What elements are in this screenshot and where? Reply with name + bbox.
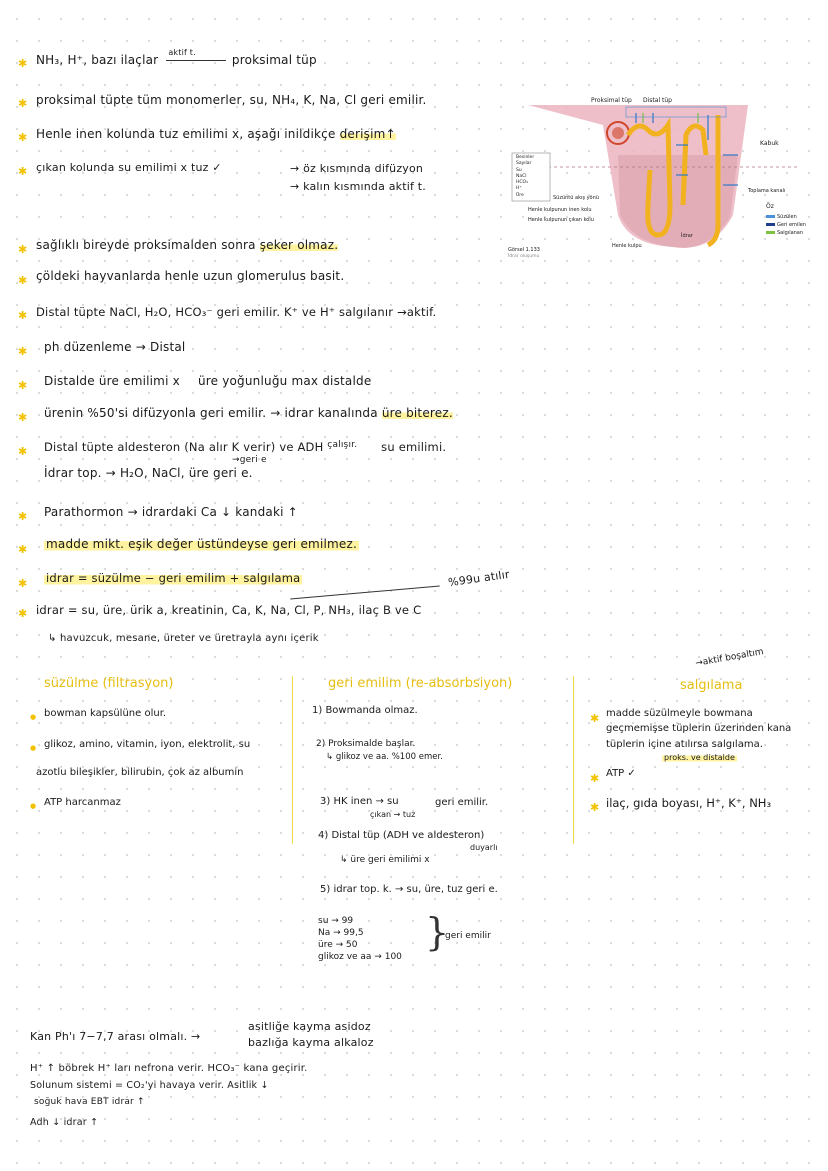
diagram-label: Distal tüp — [643, 97, 672, 104]
note-line: çıkan kolunda su emilimi x tuz ✓ — [36, 161, 222, 174]
bullet: ✱ — [18, 57, 28, 70]
column-item: 4) Distal tüp (ADH ve aldesteron) — [318, 830, 485, 841]
note-line: → öz kısmında difüzyon — [290, 162, 424, 175]
legend-label: Salgılanan — [777, 230, 804, 236]
arrow-label: aktif t. — [168, 48, 196, 57]
bullet: ● — [30, 802, 37, 810]
note-text: sağlıklı bireyde proksimalden sonra — [36, 238, 256, 252]
column-item: 3) HK inen → su — [320, 796, 399, 807]
column-title: salgılama — [680, 678, 743, 693]
bullet: ✱ — [18, 379, 28, 392]
note-line: İdrar top. → H₂O, NaCl, üre geri e. — [44, 466, 253, 480]
bullet: ✱ — [18, 131, 28, 144]
box-item: Sayılar — [516, 161, 532, 167]
column-item: proks. ve distalde — [664, 753, 735, 762]
bullet: ✱ — [18, 607, 28, 620]
column-item: ↳ glikoz ve aa. %100 emer. — [326, 752, 443, 762]
legend-label: Geri emilen — [777, 222, 806, 228]
note-line: proksimal tüpte tüm monomerler, su, NH₄, K, Na, Cl geri emilir. — [36, 93, 427, 107]
note-line: Kan Ph'ı 7−7,7 arası olmalı. → — [30, 1030, 201, 1043]
value-item: üre → 50 — [318, 940, 358, 950]
bullet: ✱ — [590, 801, 600, 814]
bullet: ● — [30, 713, 37, 721]
highlighted-text: şeker olmaz. — [259, 238, 339, 252]
column-note: →aktif boşaltım — [694, 647, 765, 669]
box-item: Üre — [516, 192, 524, 198]
note-line: bazlığa kayma alkaloz — [248, 1036, 374, 1049]
legend-swatch — [766, 215, 775, 218]
column-title: geri emilim (re-absorbsiyon) — [328, 676, 513, 691]
diagram-label: Proksimal tüp — [591, 97, 632, 104]
note-line: →geri e — [232, 455, 267, 465]
note-text: Distalde üre emilimi x — [44, 374, 180, 388]
bullet: ✱ — [18, 97, 28, 110]
note-line: Parathormon → idrardaki Ca ↓ kandaki ↑ — [44, 505, 298, 519]
bullet: ✱ — [18, 445, 28, 458]
diagram-label: Henle kulpu — [612, 243, 642, 249]
note-line: Distal tüpte NaCl, H₂O, HCO₃⁻ geri emilir. K⁺ ve H⁺ salgılanır →aktif. — [36, 305, 437, 319]
bullet: ✱ — [18, 274, 28, 287]
diagram-box-list — [516, 155, 534, 199]
diagram-caption: Görsel 1.133 — [508, 247, 540, 253]
note-text: Distal tüpte aldesteron (Na alır K verir) ve ADH — [44, 440, 324, 454]
column-item: ilaç, gıda boyası, H⁺, K⁺, NH₃ — [606, 796, 772, 810]
note-line: idrar = süzülme − geri emilim + salgılama — [46, 571, 301, 585]
note-text: su emilimi. — [381, 440, 447, 454]
nephron-diagram — [508, 95, 808, 265]
bullet: ✱ — [18, 309, 28, 322]
column-item: tüplerin içine atılırsa salgılama. — [606, 739, 763, 750]
note-line: Solunum sistemi = CO₂'yi havaya verir. Asitlik ↓ — [30, 1080, 269, 1091]
column-divider — [292, 676, 293, 844]
bullet: ✱ — [18, 543, 28, 556]
diagram-label: Kabuk — [760, 140, 779, 147]
bullet: ● — [30, 744, 37, 752]
note-line: → kalın kısmında aktif t. — [290, 180, 426, 193]
nephron-diagram-svg — [508, 95, 808, 265]
column-item: geri emilir. — [435, 797, 489, 808]
note-line — [36, 238, 338, 252]
note-line: H⁺ ↑ böbrek H⁺ ları nefrona verir. HCO₃⁻ kana geçirir. — [30, 1063, 308, 1074]
box-item: Besinler — [516, 155, 535, 160]
column-item: ATP ✓ — [606, 768, 636, 779]
bullet: ✱ — [590, 712, 600, 725]
note-line: çöldeki hayvanlarda henle uzun glomerulus basit. — [36, 269, 345, 283]
box-item: HCO₃ — [516, 180, 528, 186]
bullet: ✱ — [590, 772, 600, 785]
note-text: ürenin %50'si difüzyonla geri emilir. → idrar kanalında — [44, 406, 378, 420]
reabsorption-values — [318, 915, 402, 963]
box-item: Su — [516, 167, 522, 173]
bullet: ✱ — [18, 411, 28, 424]
column-divider — [573, 676, 574, 844]
value-item: Na → 99,5 — [318, 928, 364, 938]
note-line: Adh ↓ idrar ↑ — [30, 1117, 99, 1128]
diagram-legend — [766, 213, 806, 237]
column-item: glikoz, amino, vitamin, iyon, elektrolit, su — [44, 739, 251, 750]
bullet: ✱ — [18, 577, 28, 590]
note-text: NH₃, H⁺, bazı ilaçlar — [36, 53, 159, 67]
column-item: ATP harcanmaz — [44, 797, 121, 808]
legend-swatch — [766, 223, 775, 226]
bullet: ✱ — [18, 510, 28, 523]
column-item: geri emilir — [445, 931, 491, 941]
column-item: geçmemişse tüplerin üzerinden kana — [606, 723, 792, 734]
value-item: su → 99 — [318, 916, 354, 926]
column-item: ↳ üre geri emilimi x — [340, 855, 430, 865]
highlighted-text: derişim↑ — [339, 127, 396, 141]
column-title: süzülme (filtrasyon) — [44, 676, 174, 691]
column-item: azotlu bileşikler, bilirubin, çok az albumin — [36, 767, 244, 778]
diagram-label: Öz — [766, 203, 774, 210]
column-item: çıkan → tuz — [370, 810, 416, 819]
diagram-label: Henle kulpunun inen kolu — [528, 207, 592, 213]
arrow-icon — [166, 60, 226, 61]
note-text: çalışır. — [327, 440, 358, 450]
column-item: 5) idrar top. k. → su, üre, tuz geri e. — [320, 884, 498, 895]
highlighted-text: üre biterez. — [381, 406, 453, 420]
column-item: bowman kapsülüne olur. — [44, 708, 167, 719]
bullet: ✱ — [18, 243, 28, 256]
brace-icon: } — [425, 910, 450, 954]
bullet: ✱ — [18, 165, 28, 178]
bullet: ✱ — [18, 345, 28, 358]
column-item: duyarlı — [470, 843, 498, 852]
note-line: ph düzenleme → Distal — [44, 340, 186, 354]
diagram-label: Henle kulpunun çıkan kolu — [528, 217, 594, 223]
note-text: Henle inen kolunda tuz emilimi x, aşağı inildikçe — [36, 127, 336, 141]
diagram-label: İdrar — [681, 233, 693, 239]
note-line — [44, 374, 371, 388]
note-text: üre yoğunluğu max distalde — [197, 374, 372, 388]
note-line: ↳ havuzcuk, mesane, üreter ve üretrayla aynı içerik — [48, 633, 319, 644]
note-line: idrar = su, üre, ürik a, kreatinin, Ca, K, Na, Cl, P, NH₃, ilaç B ve C — [36, 603, 422, 617]
box-item: NaCl — [516, 173, 527, 179]
value-item: glikoz ve aa → 100 — [318, 952, 402, 962]
note-line — [36, 127, 396, 141]
diagram-label: Toplama kanalı — [748, 188, 786, 194]
legend-label: Süzülen — [777, 214, 797, 220]
note-line — [44, 440, 446, 454]
note-line: %99u atılır — [447, 567, 511, 590]
note-text: proksimal tüp — [231, 53, 317, 67]
note-line: asitliğe kayma asidoz — [248, 1020, 371, 1033]
note-line: soğuk hava EBT idrar ↑ — [34, 1097, 145, 1107]
note-line — [44, 406, 453, 420]
note-line: madde mikt. eşik değer üstündeyse geri emilmez. — [46, 537, 357, 551]
column-item: madde süzülmeyle bowmana — [606, 708, 753, 719]
diagram-caption: İdrar oluşumu — [508, 254, 540, 259]
note-line — [36, 48, 317, 67]
diagram-label: Süzüntü akış yönü — [553, 195, 599, 201]
column-item: 2) Proksimalde başlar. — [316, 739, 416, 749]
legend-swatch — [766, 231, 775, 234]
arrow-icon — [290, 585, 440, 599]
box-item: H⁺ — [516, 186, 522, 192]
column-item: 1) Bowmanda olmaz. — [312, 705, 418, 716]
